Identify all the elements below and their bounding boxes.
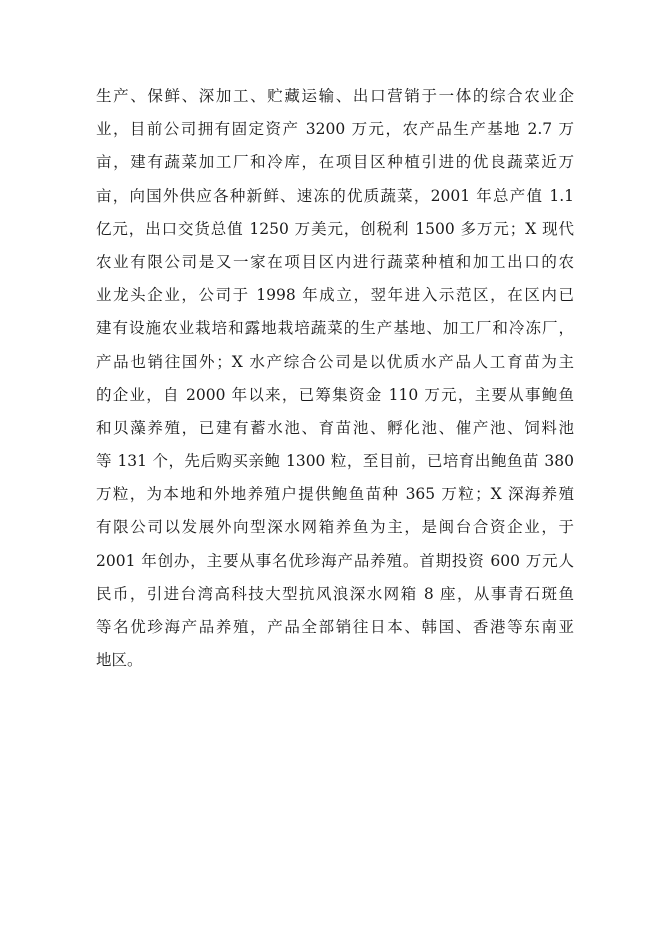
body-paragraph [96,80,574,677]
text-line: 万粒，为本地和外地养殖户提供鲍鱼苗种 365 万粒；X 深海养殖 [96,485,574,504]
text-line: 建有设施农业栽培和露地栽培蔬菜的生产基地、加工厂和冷冻厂， [96,319,574,338]
text-line: 2001 年创办，主要从事名优珍海产品养殖。首期投资 600 万元人 [96,551,574,570]
text-line: 业，目前公司拥有固定资产 3200 万元，农产品生产基地 2.7 万 [96,120,574,139]
text-line: 生产、保鲜、深加工、贮藏运输、出口营销于一体的综合农业企 [96,87,574,105]
text-line: 产品也销往国外；X 水产综合公司是以优质水产品人工育苗为主 [96,352,574,371]
text-line: 民币，引进台湾高科技大型抗风浪深水网箱 8 座，从事青石斑鱼 [96,584,574,603]
text-line-last: 地区。 [96,651,143,670]
text-line: 和贝藻养殖，已建有蓄水池、育苗池、孵化池、催产池、饲料池 [96,418,574,437]
text-line: 业龙头企业，公司于 1998 年成立，翌年进入示范区，在区内已 [96,286,574,305]
text-line: 亩，向国外供应各种新鲜、速冻的优质蔬菜，2001 年总产值 1.1 [96,186,574,205]
text-line: 亿元，出口交货总值 1250 万美元，创税利 1500 多万元；X 现代 [96,219,574,238]
text-line: 的企业，自 2000 年以来，已筹集资金 110 万元，主要从事鲍鱼 [96,385,574,404]
text-line: 亩，建有蔬菜加工厂和冷库，在项目区种植引进的优良蔬菜近万 [96,153,574,172]
text-line: 农业有限公司是又一家在项目区内进行蔬菜种植和加工出口的农 [96,252,574,271]
text-line: 等名优珍海产品养殖，产品全部销往日本、韩国、香港等东南亚 [96,618,574,636]
text-line: 等 131 个，先后购买亲鲍 1300 粒，至目前，已培育出鲍鱼苗 380 [96,452,574,471]
text-line: 有限公司以发展外向型深水网箱养鱼为主，是闽台合资企业，于 [96,518,574,537]
